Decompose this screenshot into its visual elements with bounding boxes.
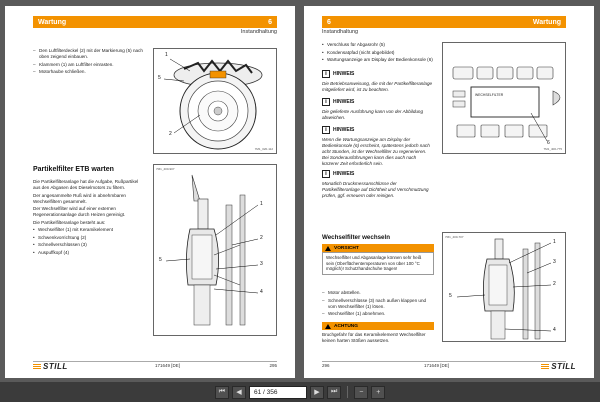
callout-label: 1 [553, 239, 556, 245]
figure-air-filter [153, 48, 277, 154]
info-icon: i [322, 170, 330, 178]
viewer-toolbar [0, 382, 600, 402]
air-filter-illustration [154, 49, 277, 154]
figure-filter-change [442, 232, 566, 342]
component-item: • Kondensatpfad (nicht abgebildet) [322, 50, 434, 56]
header-chapter-number: 6 [327, 18, 331, 26]
notice-heading: i HINWEIS [322, 70, 354, 78]
callout-label: 5 [449, 293, 452, 299]
figure-tag: 7M1_400-775 [543, 147, 562, 151]
section-title: Partikelfilter ETB warten [33, 166, 114, 173]
still-logo [33, 362, 68, 371]
logo-text: STILL [551, 362, 576, 371]
notice-heading: i HINWEIS [322, 170, 354, 178]
notice-heading: i HINWEIS [322, 126, 354, 134]
callout-label: 2 [169, 131, 172, 137]
info-icon: i [322, 70, 330, 78]
zoom-in-icon[interactable]: + [371, 386, 385, 399]
notice-text: Die gelieferte Ausführung kann von der Abbildung abweichen. [322, 109, 424, 120]
section-body [33, 179, 145, 257]
display-screen-label: WECHSELFILTER [475, 93, 504, 97]
component-item: • Wechselfilter (1) mit Keramikelement [33, 227, 145, 233]
info-icon: i [322, 126, 330, 134]
page-number-input[interactable]: 61 / 356 [249, 386, 307, 399]
section-title: Wechselfilter wechseln [322, 234, 390, 241]
zoom-out-icon[interactable]: − [354, 386, 368, 399]
step-item: – Wechselfilter (1) abnehmen. [322, 311, 434, 317]
component-item: • Schnellverschlüssen (3) [33, 242, 145, 248]
callout-label: 6 [547, 140, 550, 146]
step-list [322, 290, 434, 319]
page-header [322, 16, 566, 28]
step-item: – Klammern (1) am Luftfilter einrasten. [33, 62, 145, 68]
notice-heading: i HINWEIS [322, 98, 354, 106]
header-title: Wartung [38, 18, 67, 26]
footer-divider [33, 361, 277, 362]
paragraph: Der angesammelte Ruß wird in abnehmbaren Wechselfiltern gesammelt. [33, 192, 126, 204]
footer-doc-code: 171649 [DE] [424, 363, 450, 368]
callout-label: 5 [158, 75, 161, 81]
header-chapter-number: 6 [268, 18, 272, 26]
caution-text: Wechselfilter und Abgasanlage können sehr heiß sein (Oberflächentemperaturen von über 100 °C möglich)! Schutzhandschuhe tragen! [322, 252, 434, 275]
callout-label: 5 [159, 257, 162, 263]
step-item: – Motorhaube schließen. [33, 69, 145, 75]
step-item: – Schnellverschlüsse (3) nach außen klappen und vom Wechselfilter (1) lösen. [322, 298, 434, 310]
figure-particle-filter [153, 164, 277, 336]
notice-text: Wenn die Wartungsanzeige am Display der Bedienkonsole (6) erscheint, spätestens jedoch nach acht Stunden, ist der Wechselfilter zu regenerieren. Bei Sonderausführungen kann dies auch nach kürzerer Zeit erforderlich sein. [322, 137, 430, 166]
component-item: • Verschluss für Abgasrohr (5) [322, 42, 434, 48]
document-page-left [5, 6, 295, 378]
footer-doc-code: 171649 [DE] [155, 363, 181, 368]
still-logo-icon [541, 364, 549, 369]
next-page-icon[interactable]: ▶ [310, 386, 324, 399]
logo-text: STILL [43, 362, 68, 371]
step-list [33, 48, 145, 77]
callout-label: 1 [260, 201, 263, 207]
paragraph: Der Wechselfilter wird auf einer externen Regenerationsanlage durch Heizen gereinigt. [33, 206, 126, 217]
last-page-icon[interactable]: ⏭ [327, 386, 341, 399]
figure-tag: 7M1_020-112 [254, 147, 273, 151]
callout-label: 4 [260, 289, 263, 295]
callout-label: 1 [165, 52, 168, 58]
figure-tag: 7M1_400-907 [156, 167, 175, 171]
component-item: • Wartungsanzeige am Display der Bedienkonsole (6) [322, 57, 434, 63]
notice-text: Monatlich Druckmessanschlüsse der Partikelfilteranlage auf Dichtheit und Verschmutzung prüfen, ggf. erneuern oder reinigen. [322, 181, 429, 198]
footer-page-number: 296 [322, 363, 330, 368]
header-subtitle: Instandhaltung [322, 29, 359, 35]
paragraph: Die Partikelfilteranlage hat die Aufgabe, Rußpartikel aus den Abgasen des Dieselmotors zu filtern. [33, 179, 139, 190]
header-subtitle: Instandhaltung [240, 29, 277, 35]
figure-tag: 7M1_400-707 [445, 235, 464, 239]
prev-page-icon[interactable]: ◀ [232, 386, 246, 399]
callout-label: 3 [553, 259, 556, 265]
callout-label: 4 [553, 327, 556, 333]
footer-page-number: 295 [269, 363, 277, 368]
particle-filter-illustration [154, 165, 277, 336]
caution-banner: VORSICHT [322, 244, 434, 252]
component-item: • Auspuffkopf (4) [33, 250, 145, 256]
warning-triangle-icon [325, 246, 331, 251]
step-item: – Motor abstellen. [322, 290, 434, 296]
warning-triangle-icon [325, 324, 331, 329]
first-page-icon[interactable]: ⏮ [215, 386, 229, 399]
document-page-right [304, 6, 594, 378]
display-console-illustration [443, 43, 566, 154]
toolbar-divider [347, 386, 348, 398]
component-list-continued [322, 42, 434, 65]
step-item: – Den Luftfilterdeckel (2) mit der Markierung (5) nach oben zeigend einbauen. [33, 48, 145, 60]
figure-display-console [442, 42, 566, 154]
footer-divider [322, 361, 566, 362]
filter-change-illustration [443, 233, 566, 342]
still-logo-icon [33, 364, 41, 369]
component-item: • Schwenkvorrichtung (2) [33, 235, 145, 241]
paragraph: Die Partikelfilteranlage besteht aus: [33, 219, 106, 225]
notice-text: Die Betriebsanweisung, die mit der Partikelfilteranlage mitgeliefert wird, ist zu beachten. [322, 81, 433, 92]
info-icon: i [322, 98, 330, 106]
header-title: Wartung [532, 18, 561, 26]
still-logo [541, 362, 576, 371]
page-header [33, 16, 277, 28]
attention-text: Bruchgefahr für das Keramikelement! Wechselfilter keinen harten Stößen aussetzen. [322, 332, 426, 343]
callout-label: 2 [553, 281, 556, 287]
callout-label: 3 [260, 261, 263, 267]
callout-label: 2 [260, 235, 263, 241]
attention-banner: ACHTUNG [322, 322, 434, 330]
